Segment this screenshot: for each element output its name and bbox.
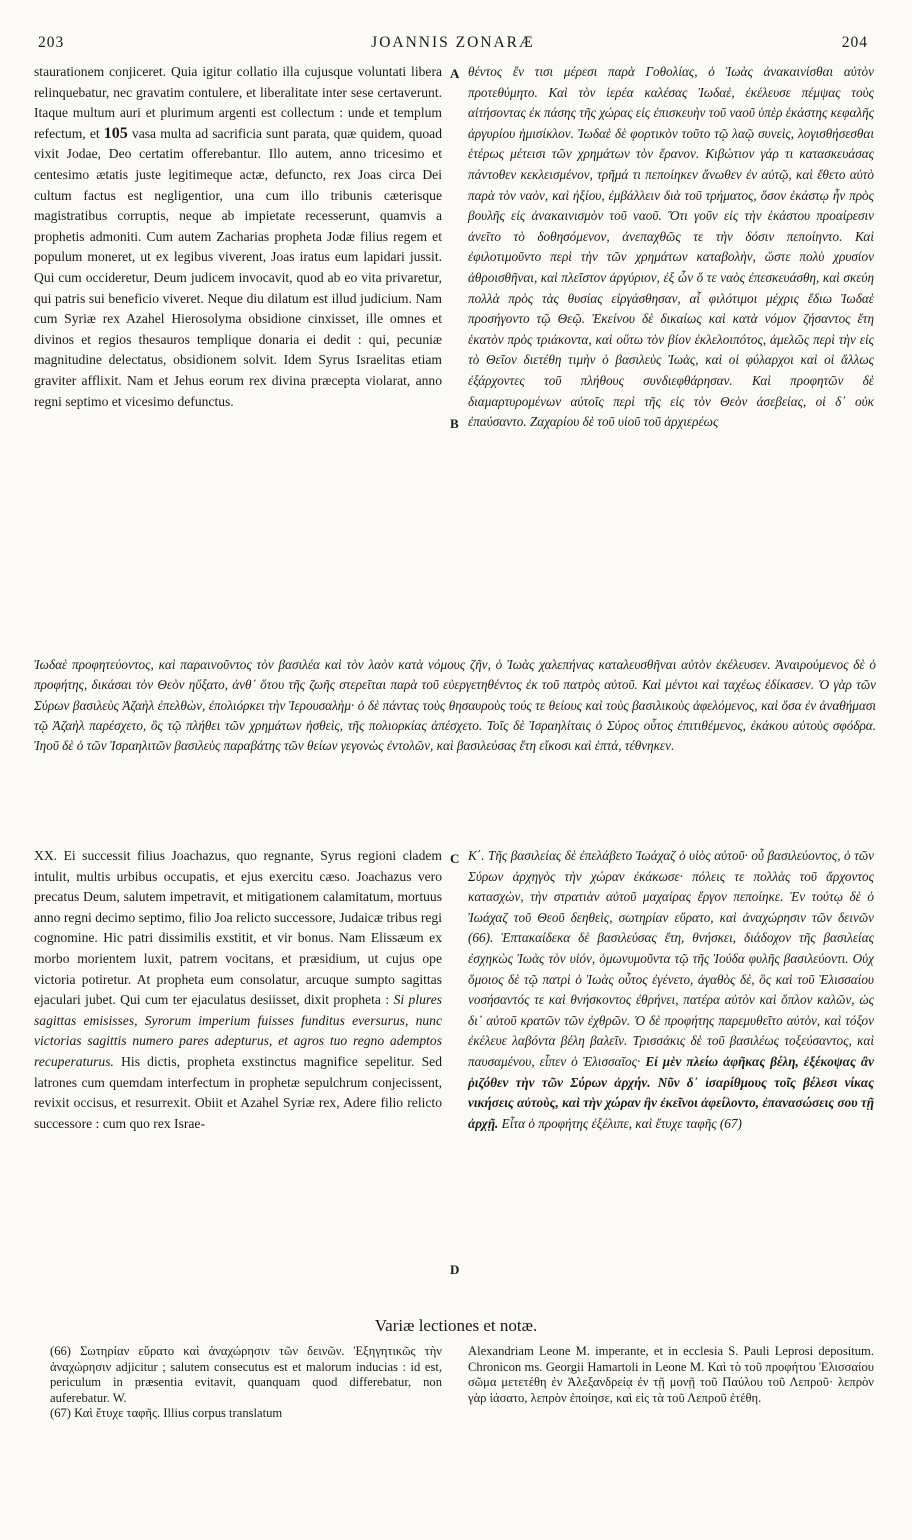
latin-column-bottom: [34, 846, 442, 1134]
note-67: (67) Καὶ ἔτυχε ταφῆς. Illius corpus translatum: [50, 1406, 283, 1421]
margin-letter-c: C: [450, 851, 460, 866]
latin-text: XX. Ei successit filius Joachazus, quo regnante, Syrus regioni cladem intulit, multis urbibus occupatis, et ejus exercitu cæso. Joachazus vero precatus Deum, salutem impetravit, et mitigationem calamitatum, mortuus anno regni decimo septimo, filio Joa relicto successore, Judaicæ tribus regi cognomine. Hic patri dissimilis exstitit, et vir bonus. Nam Elissæum ex morbo morientem luxit, patrem vocitans, et præsidium, ut cujus ope victoria potiretur. At propheta eum consolatur, arcuque sumpto sagittas ejaculari jubet. Qui cum ter ejaculatus desiisset, dixit propheta :: [34, 848, 442, 1008]
latin-paragraph-xx: [34, 846, 442, 1134]
running-header: [38, 34, 868, 56]
latin-text: vasa multa ad sacrificia sunt parata, quæ quidem, quoad vixit Jodae, Deo certatim offerebantur. Illo autem, anno tricesimo et centesimo ætatis juste legitimeque actæ, defuncto, rex Joas circa Dei cultum factus est negligentior, una cum illo tribunis cæterisque magistratibus corruptis, neque ab impietate recesserunt, quamvis a prophetis admoniti. Cum autem Zacharias propheta Jodæ filius regem et populum moneret, ut ex legibus viverent, Joas iratus eum lapidari jussit. Qui cum occideretur, Deum judicem invocavit, quod ab eo vita privaretur, qui patris sui beneficio viveret. Neque diu dilatum est illud judicium. Nam cum Syriæ rex Azahel Hierosolyma obsidione cinxisset, ille omnes et divinos et regios thesauros templique donaria ei dedit : qui, pecuniæ magnitudine delectatus, obsidionem solvit. Idem Syrus Israelitas etiam graviter afflixit. Nam et Jehus eorum rex divina præcepta violarat, anno regni septimo et vicesimo defunctus.: [34, 125, 442, 409]
notes-heading: Variæ lectiones et notæ.: [374, 1316, 538, 1335]
margin-letter-a: A: [450, 66, 460, 81]
greek-full-paragraph: Ἰωδαὲ προφητεύοντος, καὶ παραινοῦντος τὸν βασιλέα καὶ τὸν λαὸν κατὰ νόμους ζῆν, ὁ Ἰωὰς χαλεπήνας καταλευσθῆναι αὐτὸν ἐκέλευσεν. Ἀναιρούμενος δὲ ὁ προφήτης, δικάσαι τὸν Θεὸν ηὔξατο, ἀνθ᾽ ὅτου τῆς ζωῆς στερεῖται παρὰ τοῦ εὐεργετηθέντος ἐκ τοῦ πατρὸς αὐτοῦ. Καὶ μέντοι καὶ ταχέως ἐδίκασεν. Ὁ γὰρ τῶν Σύρων βασιλεὺς Ἀζαὴλ ἐπελθὼν, ἐπολιόρκει τὴν Ἱερουσαλὴμ· ὁ δὲ πάντας τοὺς θησαυροὺς τούς τε θείους καὶ τοὺς βασιλικοὺς ἀφελόμενος, καὶ ὅσα ἐν ἀναθήμασι τῷ Ἀζαὴλ παρέσχετο, ὃς τῷ πλήθει τῶν χρημάτων ἡσθεὶς, τῆς πολιορκίας ἀπέσχετο. Τοῖς δὲ Ἰσραηλίταις ὁ Σύρος οὗτος ἐπιτιθέμενος, ἐκάκου αὐτοὺς σφόδρα. Ἰηοῦ δὲ ὁ τῶν Ἰσραηλιτῶν βασιλεὺς παραβάτης τῶν θείων γεγονὼς ἐντολῶν, καὶ βασιλεύσας ἔτη εἴκοσι καὶ ἑπτά, τέθνηκεν.: [34, 657, 876, 754]
margin-letter-d: D: [450, 1262, 460, 1277]
margin-letter-b: B: [450, 416, 459, 431]
greek-paragraph-k: [468, 846, 874, 1134]
latin-column-top: [34, 62, 442, 412]
greek-paragraph: θέντος ἔν τισι μέρεσι παρὰ Γοθολίας, ὁ Ἰωὰς ἀνακαινίσθαι αὐτὸν προτεθύμητο. Καὶ τὸν ἱερέα καλέσας Ἰωδαὲ, ἐκέλευσε πέμψας τοὺς αἰτήσοντας ἐκ πάσης τῆς χώρας εἰς ἐπισκευὴν τοῦ ναοῦ ὑπὲρ ἑκάστης κεφαλῆς ἀργυρίου ἡμισίκλον. Ἰωδαὲ δὲ φορτικὸν τοῦτο τῷ λαῷ συνεὶς, λογισθήσεσθαι ἑτέρως μέτεισι τῶν χρημάτων τὸν ἔρανον. Κιβώτιον γάρ τι κατασκευάσας πάντοθεν κεκλεισμένον, τρῆμά τι πεποίηκεν ἄνωθεν ἐν αὐτῷ, καὶ ἔθετο αὐτὸ παρὰ τὸν ναὸν, καὶ ἠξίου, ἐμβάλλειν διὰ τοῦ τρήματος, ὅσον ἑκάστῳ ἦν πρὸς βουλῆς εἰς ἀνακαινισμὸν τοῦ ναοῦ. Ὅτι γοῦν εἰς τὴν ἑκάστου προαίρεσιν ἀνεῖτο τὸ δοθησόμενον, ἀνεπαχθῶς τε τὴν δόσιν πεποίηντο. Καὶ ἐφιλοτιμοῦντο περὶ τὴν τῶν χρημάτων καταβολὴν, ὥστε πολὺ χρυσίον ἀθροισθῆναι, καὶ πλεῖστον ἀργύριον, ἐξ ὧν ὅ τε ναὸς ἐπεσκευάσθη, καὶ σκεύη πολλὰ πρὸς τὰς θυσίας εἰργάσθησαν, αἷ φιλότιμοι μέχρις ἔδιω Ἰωδαὲ προσήγοντο τῷ Θεῷ. Ἐκείνου δὲ δικαίως καὶ κατὰ νόμον ζήσαντος ἔτη ἑκατὸν πρὸς τριάκοντα, καὶ οὕτω τὸν βίον ἐκλελοιπότος, ἀμελῶς περὶ τὴν εἰς τὸ Θεῖον διετέθη τιμὴν ὁ βασιλεὺς Ἰωὰς, καὶ οἱ φύλαρχοι καὶ οἱ ἄλλως ἐξάρχοντες τοῦ πλήθους συνδιεφθάρησαν. Καὶ προφητῶν δὲ διαμαρτυρομένων αὐτοῖς περὶ τῆς εἰς τὸν Θεὸν ἀσεβείας, οἱ δ᾽ οὐκ ἐπαύσαντο. Ζαχαρίου δὲ τοῦ υἱοῦ τοῦ ἀρχιερέως: [468, 64, 874, 430]
latin-quote: Si plures sagittas emisisses, Syrorum imperium fuisses funditus eversurus, nunc victorias sagittis numero pares adepturus, et agros tuo regno ademptos recuperaturus.: [34, 992, 443, 1069]
running-title: JOANNIS ZONARÆ: [371, 34, 535, 51]
notes-right-column: [468, 1344, 874, 1406]
greek-full-width: [34, 655, 876, 756]
greek-column-bottom: [468, 846, 874, 1134]
greek-text: Εἶτα ὁ προφήτης ἐξέλιπε, καὶ ἔτυχε ταφῆς (67): [501, 1115, 742, 1131]
notes-left-column: [50, 1344, 442, 1422]
page-number-left: 203: [38, 34, 65, 51]
latin-text: staurationem conjiceret. Quia igitur collatio illa cujusque voluntati libera relinquebatur, nec gravatim contulere, et liberalitate inter sese certaverunt. Itaque multum auri et plurimum argenti est collectum : unde et templum refectum, et: [34, 64, 442, 141]
greek-quote: Εἰ μὲν πλείω ἀφῆκας βέλη, ἐξέκοψας ἂν ῥιζόθεν τὴν τῶν Σύρων ἀρχήν. Νῦν δ᾽ ἰσαρίθμους τοῖς βέλεσι νίκας νικήσεις αὐτοὺς, καὶ τὴν χώραν ἣν ἐκεῖνοι ἀφείλοντο, ἐπανασώσεις σου τῇ ἀρχῇ.: [468, 1053, 874, 1131]
note-67-continued: Alexandriam Leone M. imperante, et in ecclesia S. Pauli Leprosi depositum. Chronicon ms. Georgii Hamartoli in Leone M. Καὶ τὸ τοῦ προφήτου Ἐλισσαίου σῶμα μετετέθη ἐν Ἀλεξανδρείᾳ ἐν τῇ μονῇ τοῦ Παύλου τοῦ Λεπροῦ· λεπρὸν γὰρ ἰάσατο, λεπρὸν ἐποίησε, καὶ εἰς τὰ τοῦ Λεπροῦ ἐτέθη.: [468, 1344, 874, 1405]
latin-paragraph: [34, 62, 442, 412]
page-number-right: 204: [841, 34, 868, 51]
latin-text: His dictis, propheta exstinctus magnifice sepelitur. Sed latrones cum quemdam interfectum in prophetæ sepulchrum conjecissent, revixit occisus, et resurrexit. Obiit et Azahel Syriæ rex, Adere filio relicto successore : cum quo rex Israe-: [34, 1053, 443, 1131]
column-number: 105: [103, 124, 128, 142]
greek-column-top: [468, 62, 874, 433]
greek-text: Κ΄. Τῆς βασιλείας δὲ ἐπελάβετο Ἰωάχαζ ὁ υἱὸς αὐτοῦ· οὗ βασιλεύοντος, ὁ τῶν Σύρων ἀρχηγὸς τὴν χώραν ἐκάκωσε· πόλεις τε πολλὰς τοῦ ἄρχοντος κατασχὼν, τὴν στρατιὰν αὐτοῦ μαχαίρας ἔργον πεποίηκε. Ἐν τούτῳ δὲ ὁ Ἰωάχαζ τοῦ Θεοῦ δεηθεὶς, σωτηρίαν εὕρατο, καὶ ἀναχώρησιν τῶν δεινῶν (66). Ἑπτακαίδεκα δὲ βασιλεύσας ἔτη, θνήσκει, διάδοχον τῆς βασιλείας ἐσχηκὼς Ἰωὰς τὸν υἱόν, ὁμωνυμοῦντα τῷ τῆς Ἰούδα φυλῆς βασιλεύοντι. Οὐχ ὅμοιος δὲ τῷ πατρὶ ὁ Ἰωὰς οὗτος ἐγένετο, ἀγαθὸς δὲ, ὃς καὶ τοῦ Ἐλισσαίου νοσήσαντός τε καὶ θνήσκοντος ἐθρήνει, πατέρα αὐτὸν καὶ ὅπλον καλῶν, ὡς δι᾽ αὐτοῦ κρατῶν τῶν ἐχθρῶν. Ὁ δὲ προφήτης παρεμυθεῖτο αὐτὸν, καὶ τόξον ἐκέλευε λαβόντα βέλη βαλεῖν. Τρισσάκις δὲ τοῦ βασιλέως τοξεύσαντος, καὶ παυσαμένου, εἶπεν ὁ Ἐλισσαῖος·: [468, 848, 874, 1069]
note-66: (66) Σωτηρίαν εὕρατο καὶ ἀναχώρησιν τῶν δεινῶν. Ἐξηγητικῶς τὴν ἀναχώρησιν adjicitur ; salutem consecutus est et malorum inducias : id est, periculum in præsentia evitavit, quanquam quod differebatur, non auferebatur. W.: [50, 1344, 442, 1405]
